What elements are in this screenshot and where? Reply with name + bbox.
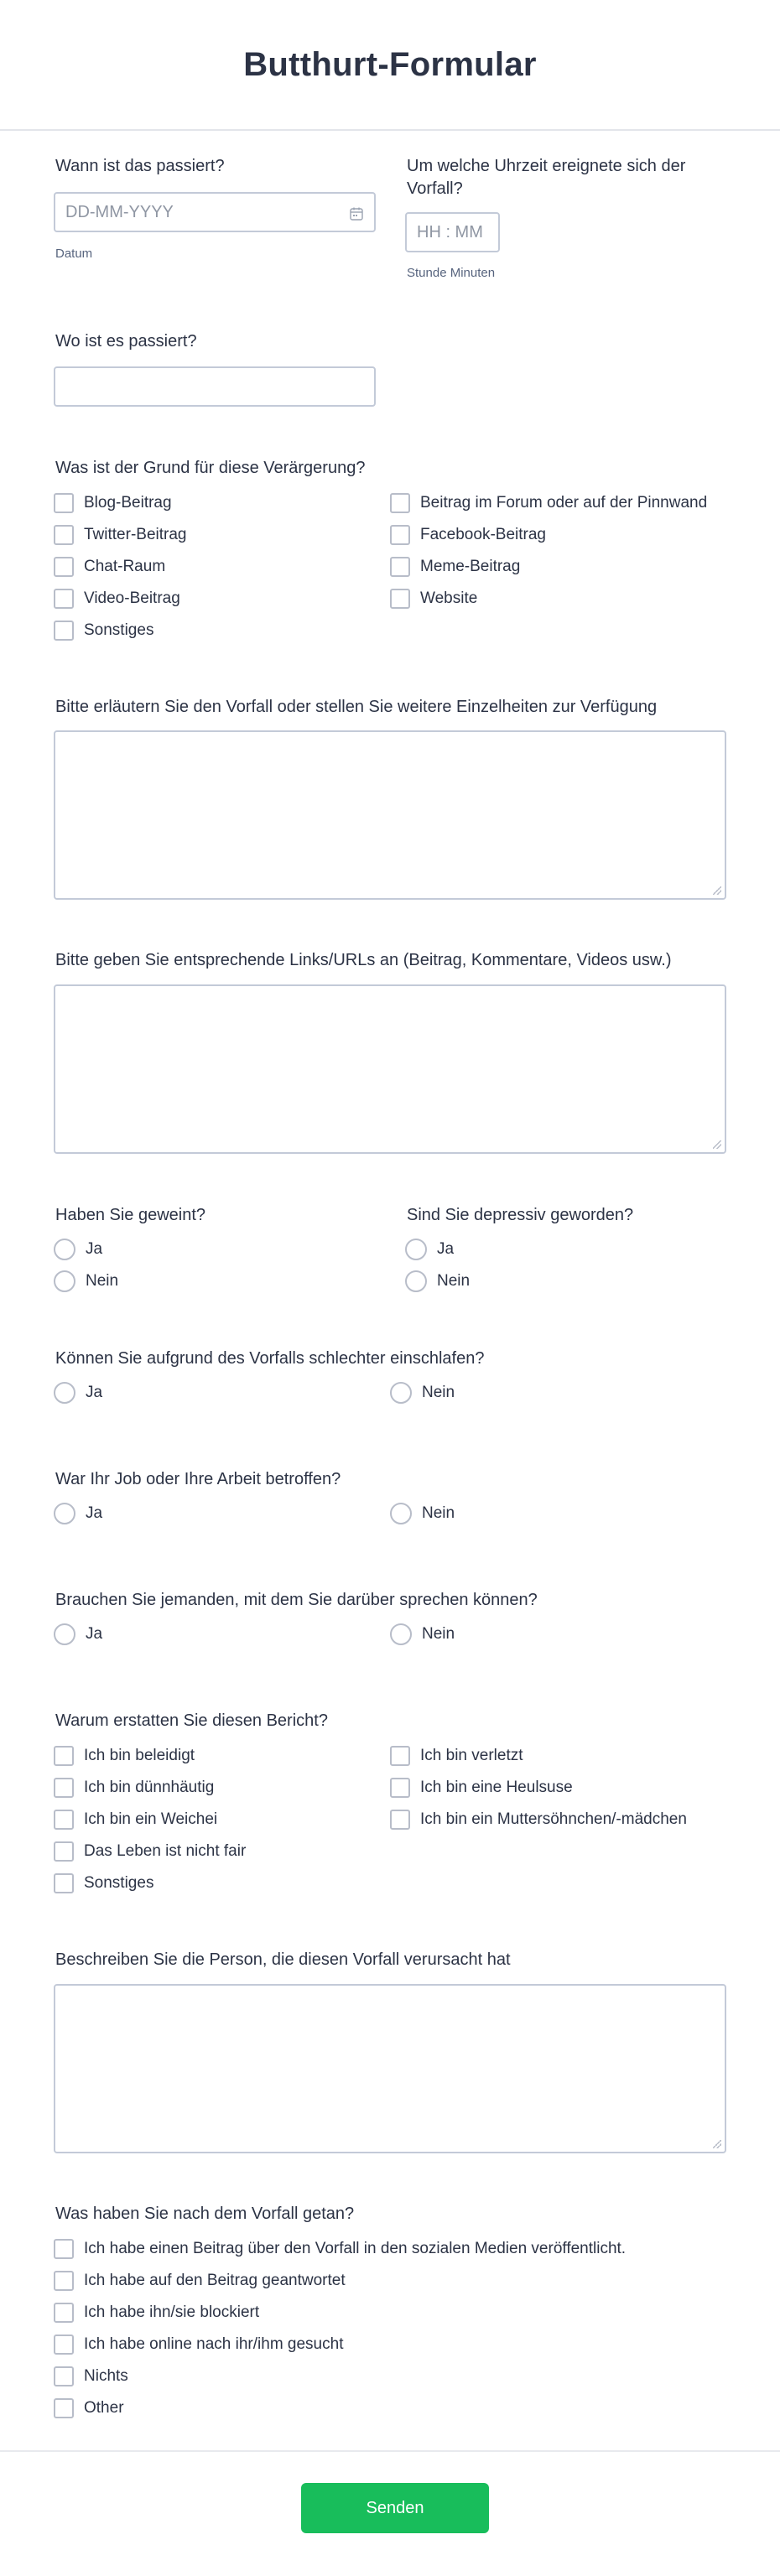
after-option[interactable]: Ich habe einen Beitrag über den Vorfall in den sozialen Medien veröffentlicht. bbox=[54, 2238, 626, 2260]
links-label: Bitte geben Sie entsprechende Links/URLs an (Beitrag, Kommentare, Videos usw.) bbox=[55, 951, 672, 969]
radio[interactable] bbox=[405, 1239, 427, 1260]
sleep-option-no[interactable]: Nein bbox=[390, 1382, 455, 1404]
time-sublabel: Stunde Minuten bbox=[407, 266, 496, 280]
checkbox[interactable] bbox=[54, 621, 74, 641]
resize-grip-icon[interactable] bbox=[713, 1140, 721, 1149]
radio[interactable] bbox=[405, 1270, 427, 1292]
radio[interactable] bbox=[54, 1270, 75, 1292]
why-report-option[interactable]: Sonstiges bbox=[54, 1872, 153, 1894]
details-label: Bitte erläutern Sie den Vorfall oder stellen Sie weitere Einzelheiten zur Verfügung bbox=[55, 698, 658, 716]
reason-option[interactable]: Twitter-Beitrag bbox=[54, 524, 186, 546]
checkbox[interactable] bbox=[54, 2239, 74, 2259]
reason-option[interactable]: Website bbox=[390, 588, 477, 610]
talk-option-no[interactable]: Nein bbox=[390, 1623, 455, 1645]
why-report-option[interactable]: Ich bin eine Heulsuse bbox=[390, 1777, 573, 1799]
date-label: Wann ist das passiert? bbox=[55, 157, 225, 175]
sleep-label: Können Sie aufgrund des Vorfalls schlechter einschlafen? bbox=[55, 1349, 485, 1368]
why-report-option[interactable]: Ich bin ein Weichei bbox=[54, 1809, 217, 1831]
resize-grip-icon[interactable] bbox=[713, 886, 721, 895]
job-option-yes[interactable]: Ja bbox=[54, 1503, 102, 1524]
reason-option[interactable]: Meme-Beitrag bbox=[390, 556, 520, 578]
time-placeholder: HH : MM bbox=[417, 223, 483, 242]
date-input[interactable] bbox=[54, 192, 376, 232]
checkbox[interactable] bbox=[54, 2366, 74, 2386]
job-label: War Ihr Job oder Ihre Arbeit betroffen? bbox=[55, 1470, 341, 1488]
reason-option[interactable]: Sonstiges bbox=[54, 620, 153, 641]
cried-label: Haben Sie geweint? bbox=[55, 1206, 206, 1224]
location-label: Wo ist es passiert? bbox=[55, 332, 197, 351]
reason-option[interactable]: Beitrag im Forum oder auf der Pinnwand bbox=[390, 492, 707, 514]
submit-button[interactable]: Senden bbox=[301, 2483, 489, 2533]
checkbox[interactable] bbox=[54, 2271, 74, 2291]
checkbox[interactable] bbox=[390, 589, 410, 609]
checkbox[interactable] bbox=[54, 1841, 74, 1862]
checkbox[interactable] bbox=[54, 2303, 74, 2323]
radio[interactable] bbox=[54, 1382, 75, 1404]
talk-option-yes[interactable]: Ja bbox=[54, 1623, 102, 1645]
after-option[interactable]: Ich habe auf den Beitrag geantwortet bbox=[54, 2270, 346, 2292]
reason-option[interactable]: Facebook-Beitrag bbox=[390, 524, 546, 546]
sleep-option-yes[interactable]: Ja bbox=[54, 1382, 102, 1404]
checkbox[interactable] bbox=[54, 589, 74, 609]
checkbox[interactable] bbox=[54, 1810, 74, 1830]
details-textarea[interactable] bbox=[54, 730, 726, 900]
radio[interactable] bbox=[390, 1503, 412, 1524]
why-report-option[interactable]: Ich bin verletzt bbox=[390, 1745, 523, 1767]
checkbox[interactable] bbox=[390, 1778, 410, 1798]
person-label: Beschreiben Sie die Person, die diesen Vorfall verursacht hat bbox=[55, 1950, 511, 1969]
date-sublabel: Datum bbox=[55, 247, 93, 261]
job-option-no[interactable]: Nein bbox=[390, 1503, 455, 1524]
links-textarea[interactable] bbox=[54, 984, 726, 1154]
talk-label: Brauchen Sie jemanden, mit dem Sie darüber sprechen können? bbox=[55, 1591, 538, 1609]
checkbox[interactable] bbox=[54, 2398, 74, 2418]
why-report-option[interactable]: Das Leben ist nicht fair bbox=[54, 1841, 246, 1862]
why-report-option[interactable]: Ich bin ein Muttersöhnchen/-mädchen bbox=[390, 1809, 687, 1831]
form-title: Butthurt-Formular bbox=[243, 45, 537, 83]
checkbox[interactable] bbox=[54, 525, 74, 545]
radio[interactable] bbox=[54, 1623, 75, 1645]
radio[interactable] bbox=[54, 1239, 75, 1260]
checkbox[interactable] bbox=[54, 557, 74, 577]
after-option[interactable]: Ich habe online nach ihr/ihm gesucht bbox=[54, 2334, 343, 2355]
cried-option-no[interactable]: Nein bbox=[54, 1270, 118, 1292]
reason-label: Was ist der Grund für diese Verärgerung? bbox=[55, 459, 366, 477]
checkbox[interactable] bbox=[54, 1873, 74, 1893]
after-option[interactable]: Nichts bbox=[54, 2366, 128, 2387]
form-header bbox=[0, 0, 780, 131]
checkbox[interactable] bbox=[390, 1746, 410, 1766]
why-report-label: Warum erstatten Sie diesen Bericht? bbox=[55, 1711, 328, 1730]
after-label: Was haben Sie nach dem Vorfall getan? bbox=[55, 2205, 355, 2223]
calendar-icon[interactable] bbox=[349, 206, 364, 221]
checkbox[interactable] bbox=[54, 1746, 74, 1766]
radio[interactable] bbox=[54, 1503, 75, 1524]
time-label: Um welche Uhrzeit ereignete sich der Vorfall? bbox=[407, 157, 686, 198]
depressed-option-no[interactable]: Nein bbox=[405, 1270, 470, 1292]
checkbox[interactable] bbox=[54, 2334, 74, 2355]
radio[interactable] bbox=[390, 1623, 412, 1645]
time-input[interactable] bbox=[405, 212, 500, 252]
footer-divider bbox=[0, 2450, 780, 2452]
checkbox[interactable] bbox=[390, 525, 410, 545]
cried-option-yes[interactable]: Ja bbox=[54, 1239, 102, 1260]
after-option[interactable]: Other bbox=[54, 2397, 124, 2419]
after-option[interactable]: Ich habe ihn/sie blockiert bbox=[54, 2302, 259, 2324]
depressed-option-yes[interactable]: Ja bbox=[405, 1239, 454, 1260]
checkbox[interactable] bbox=[390, 493, 410, 513]
radio[interactable] bbox=[390, 1382, 412, 1404]
reason-option[interactable]: Blog-Beitrag bbox=[54, 492, 172, 514]
checkbox[interactable] bbox=[390, 557, 410, 577]
reason-option[interactable]: Video-Beitrag bbox=[54, 588, 180, 610]
why-report-option[interactable]: Ich bin beleidigt bbox=[54, 1745, 195, 1767]
why-report-option[interactable]: Ich bin dünnhäutig bbox=[54, 1777, 214, 1799]
depressed-label: Sind Sie depressiv geworden? bbox=[407, 1206, 634, 1224]
date-placeholder: DD-MM-YYYY bbox=[65, 203, 174, 221]
reason-option[interactable]: Chat-Raum bbox=[54, 556, 165, 578]
checkbox[interactable] bbox=[390, 1810, 410, 1830]
checkbox[interactable] bbox=[54, 493, 74, 513]
location-input[interactable] bbox=[54, 366, 376, 407]
person-textarea[interactable] bbox=[54, 1984, 726, 2153]
checkbox[interactable] bbox=[54, 1778, 74, 1798]
resize-grip-icon[interactable] bbox=[713, 2140, 721, 2148]
